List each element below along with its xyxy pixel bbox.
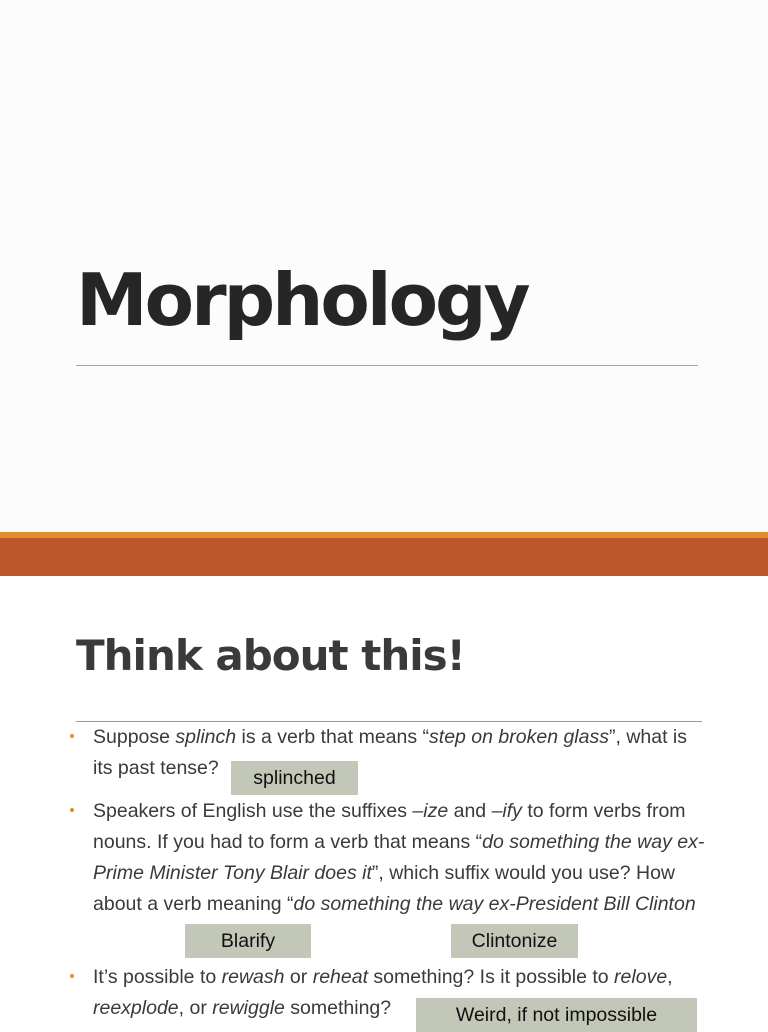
answer-box-clinton: Clintonize (451, 924, 578, 958)
bullet-2: Speakers of English use the suffixes –ize and –ify to form verbs from nouns. If you had to form a verb that means “do something the way ex-Prime Minister Tony Blair does it”, which suffix would you use? How about a verb meaning “do something the way ex-President Bill Clinton (93, 800, 705, 915)
slide-heading: Think about this! (76, 631, 465, 680)
bullet-1: Suppose splinch is a verb that means “step on broken glass”, what is its past tense? (93, 726, 688, 779)
bullet-marker (70, 734, 74, 738)
answer-box-past-tense: splinched (231, 761, 358, 795)
bullet-3: It’s possible to rewash or reheat something? Is it possible to relove, reexplode, or rewiggle something? (93, 966, 673, 1019)
answer-box-re-prefix: Weird, if not impossible (416, 998, 697, 1032)
slide-title: Morphology (76, 258, 528, 342)
bullet-marker (70, 974, 74, 978)
answer-box-blair: Blarify (185, 924, 311, 958)
bullet-marker (70, 808, 74, 812)
